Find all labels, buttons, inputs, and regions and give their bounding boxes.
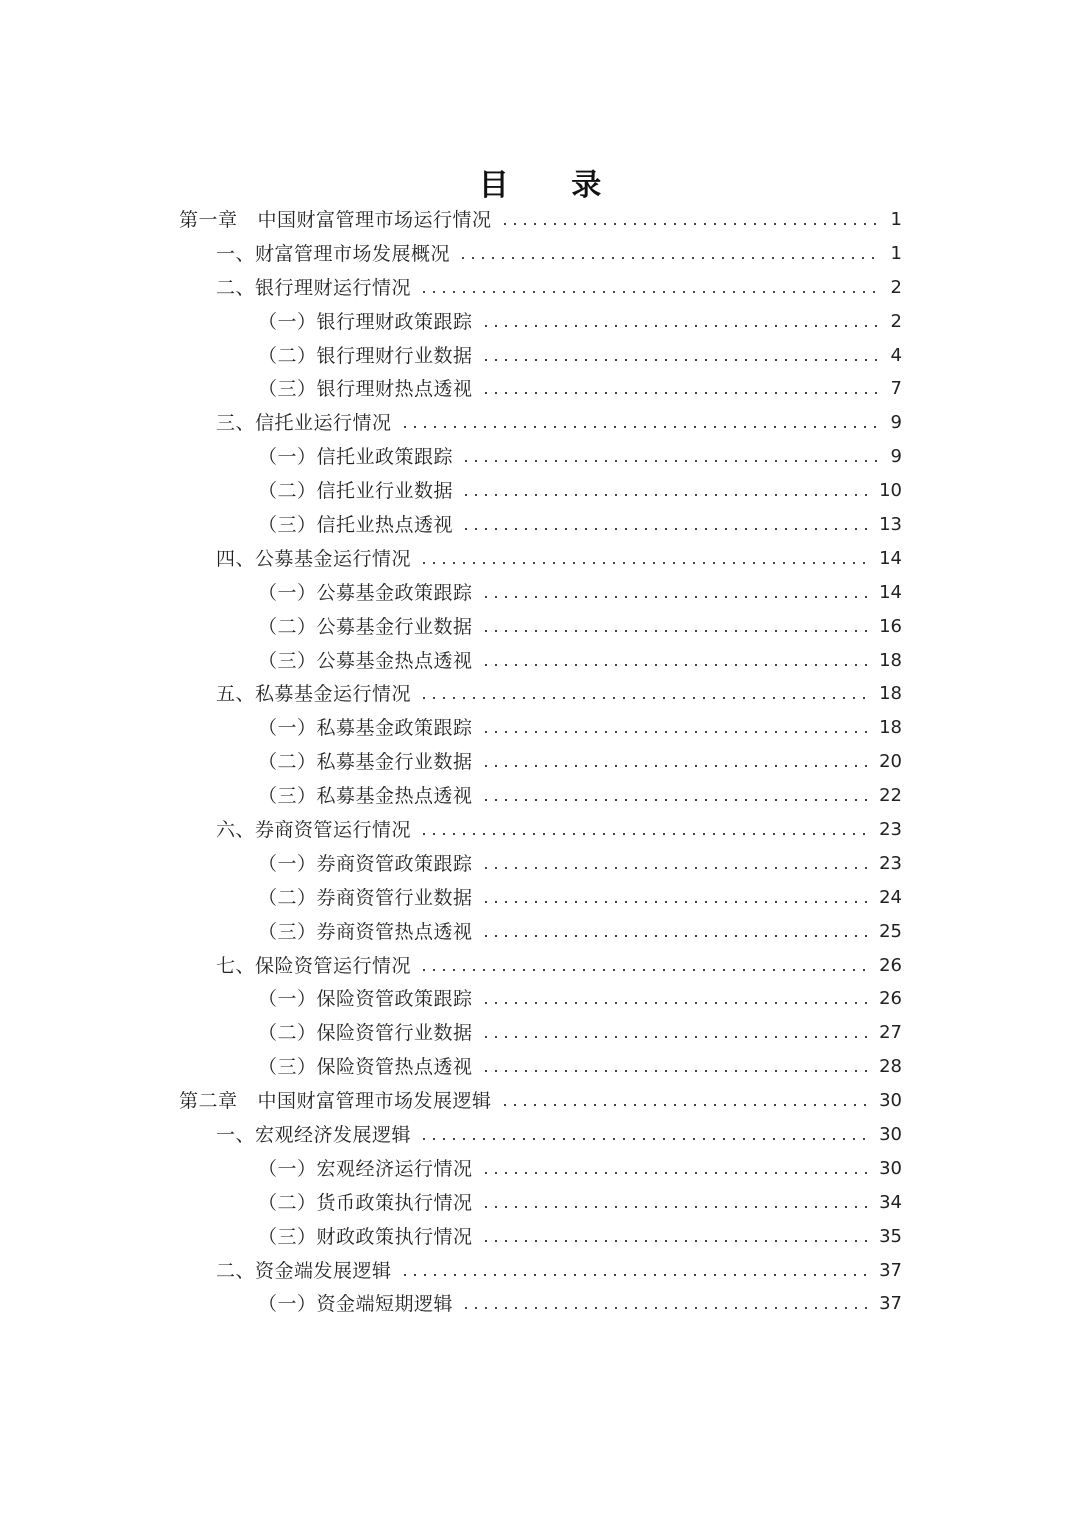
toc-subsection-entry[interactable] [0,711,1080,745]
toc-subsection-entry[interactable] [0,1186,1080,1220]
toc-entry-number: 一、 [216,1123,256,1146]
toc-entry-number: 一、 [216,242,256,265]
dot-leader [461,1307,869,1309]
page-title: 目 录 [478,168,628,204]
toc-entry-number: （二） [258,480,317,503]
toc-page-number: 24 [879,886,902,908]
dot-leader [481,901,870,903]
toc-page-number: 30 [879,1157,902,1179]
toc-page-number: 10 [879,480,902,502]
dot-leader [458,257,878,259]
toc-entry-text [258,1291,453,1317]
toc-entry-text [216,241,450,267]
toc-entry-number: （二） [258,615,317,638]
toc-section-entry[interactable] [0,271,1080,305]
toc-page-number: 28 [879,1056,902,1078]
toc-entry-text [258,580,473,606]
toc-entry-text [258,851,473,877]
toc-entry-text [258,749,473,775]
toc-entry-text [179,207,492,233]
toc-entry-number: （三） [258,1056,317,1079]
toc-entry-title: 私募基金运行情况 [255,683,412,706]
toc-entry-text [258,919,473,945]
toc-entry-number: （一） [258,310,317,333]
toc-entry-number: （二） [258,1191,317,1214]
dot-leader [481,1036,870,1038]
dot-leader [481,359,878,361]
toc-entry-text [258,343,473,369]
toc-entry-text [258,885,473,911]
toc-entry-title: 财政政策执行情况 [316,1225,473,1248]
toc-entry-number: （二） [258,751,317,774]
toc-entry-text [258,478,453,504]
toc-entry-text [179,1088,492,1114]
toc-entry-number: 三、 [216,412,256,435]
toc-entry-number: 七、 [216,954,256,977]
toc-section-entry[interactable] [0,1254,1080,1288]
toc-entry-title: 保险资管热点透视 [316,1056,473,1079]
toc-subsection-entry[interactable] [0,1016,1080,1050]
toc-section-entry[interactable] [0,677,1080,711]
toc-subsection-entry[interactable] [0,1220,1080,1254]
dot-leader [461,528,869,530]
toc-section-entry[interactable] [0,237,1080,271]
dot-leader [481,1240,870,1242]
toc-page-number: 26 [879,988,902,1010]
toc-subsection-entry[interactable] [0,915,1080,949]
toc-page-number: 9 [890,446,902,468]
toc-entry-text [216,1258,392,1284]
toc-entry-text [258,512,453,538]
toc-page-number: 23 [879,852,902,874]
toc-entry-title: 公募基金运行情况 [255,547,412,570]
toc-page-number: 23 [879,818,902,840]
toc-subsection-entry[interactable] [0,339,1080,373]
toc-entry-text [258,783,473,809]
toc-entry-number: （二） [258,886,317,909]
dot-leader [481,765,870,767]
toc-entry-title: 资金端短期逻辑 [316,1293,454,1316]
dot-leader [419,833,869,835]
dot-leader [481,392,878,394]
toc-page-number: 2 [890,310,902,332]
toc-entry-number: 二、 [216,1259,256,1282]
toc-page-number: 34 [879,1191,902,1213]
toc-entry-number: （三） [258,513,317,536]
dot-leader [400,1274,870,1276]
toc-entry-number: 六、 [216,818,256,841]
dot-leader [481,664,870,666]
toc-page-number: 13 [879,513,902,535]
toc-entry-title: 私募基金行业数据 [316,751,473,774]
toc-page-number: 4 [890,344,902,366]
toc-section-entry[interactable] [0,1118,1080,1152]
toc-subsection-entry[interactable] [0,305,1080,339]
toc-entry-title: 资金端发展逻辑 [255,1259,392,1282]
toc-entry-text [258,1224,473,1250]
toc-entry-number: （二） [258,344,317,367]
toc-entry-number: （一） [258,1293,317,1316]
toc-section-entry[interactable] [0,406,1080,440]
toc-section-entry[interactable] [0,542,1080,576]
toc-page-number: 16 [879,615,902,637]
toc-entry-title: 保险资管政策跟踪 [316,988,473,1011]
toc-entry-number: （三） [258,785,317,808]
dot-leader [419,291,878,293]
toc-subsection-entry[interactable] [0,745,1080,779]
toc-page-number: 30 [879,1090,902,1112]
toc-page-number: 20 [879,751,902,773]
toc-entry-title: 私募基金热点透视 [316,785,473,808]
toc-subsection-entry[interactable] [0,1288,1080,1322]
toc-page-number: 37 [879,1259,902,1281]
toc-entry-title: 宏观经济发展逻辑 [255,1123,412,1146]
toc-entry-number: （一） [258,581,317,604]
toc-entry-text [216,817,411,843]
toc-entry-number: （一） [258,988,317,1011]
toc-subsection-entry[interactable] [0,372,1080,406]
dot-leader [419,697,869,699]
toc-page-number: 9 [890,412,902,434]
toc-page-number: 22 [879,785,902,807]
toc-entry-text [258,309,473,335]
toc-page-number: 1 [890,208,902,230]
toc-page-number: 26 [879,954,902,976]
toc-entry-title: 银行理财行业数据 [316,344,473,367]
toc-entry-title: 货币政策执行情况 [316,1191,473,1214]
toc-entry-number: （三） [258,920,317,943]
dot-leader [419,1138,869,1140]
dot-leader [481,867,870,869]
toc-page-number: 14 [879,581,902,603]
toc-entry-title: 券商资管运行情况 [255,818,412,841]
toc-entry-number: （一） [258,717,317,740]
toc-entry-title: 公募基金政策跟踪 [316,581,473,604]
toc-entry-text [258,648,473,674]
toc-entry-text [258,715,473,741]
toc-entry-text [258,1054,473,1080]
dot-leader [500,223,878,225]
dot-leader [481,1070,870,1072]
toc-entry-title: 保险资管行业数据 [316,1022,473,1045]
dot-leader [461,460,878,462]
toc-entry-number: 四、 [216,547,256,570]
toc-entry-text [258,1020,473,1046]
toc-page-number: 18 [879,717,902,739]
toc-entry-number: （一） [258,1157,317,1180]
toc-entry-number: （一） [258,446,317,469]
toc-entry-text [216,275,411,301]
toc-entry-text [258,444,453,470]
toc-entry-number: 第一章 [179,208,238,231]
dot-leader [461,494,869,496]
toc-entry-title: 银行理财热点透视 [316,378,473,401]
dot-leader [419,969,869,971]
toc-entry-number: （三） [258,649,317,672]
toc-subsection-entry[interactable] [0,982,1080,1016]
toc-chapter-entry[interactable] [0,1084,1080,1118]
toc-page-number: 25 [879,920,902,942]
toc-subsection-entry[interactable] [0,474,1080,508]
toc-entry-number: （一） [258,852,317,875]
dot-leader [500,1104,870,1106]
toc-entry-title: 信托业行业数据 [316,480,454,503]
table-of-contents [0,203,1080,1321]
toc-subsection-entry[interactable] [0,847,1080,881]
toc-entry-text [258,986,473,1012]
toc-entry-number: 第二章 [179,1090,238,1113]
toc-page-number: 2 [890,276,902,298]
dot-leader [481,325,878,327]
toc-entry-text [258,614,473,640]
toc-entry-number: 五、 [216,683,256,706]
toc-entry-title: 券商资管行业数据 [316,886,473,909]
dot-leader [481,1206,870,1208]
toc-subsection-entry[interactable] [0,610,1080,644]
toc-entry-title: 银行理财运行情况 [255,276,412,299]
toc-section-entry[interactable] [0,813,1080,847]
toc-entry-title: 公募基金热点透视 [316,649,473,672]
dot-leader [419,562,869,564]
toc-entry-title: 券商资管政策跟踪 [316,852,473,875]
toc-entry-title: 中国财富管理市场运行情况 [257,208,492,231]
toc-entry-text [216,681,411,707]
toc-entry-text [216,410,392,436]
toc-entry-text [258,1190,473,1216]
toc-page-number: 37 [879,1293,902,1315]
dot-leader [400,426,878,428]
toc-entry-number: （二） [258,1022,317,1045]
toc-page-number: 18 [879,649,902,671]
toc-entry-title: 信托业运行情况 [255,412,392,435]
dot-leader [481,799,870,801]
dot-leader [481,1172,870,1174]
toc-page-number: 35 [879,1225,902,1247]
toc-entry-title: 中国财富管理市场发展逻辑 [257,1090,492,1113]
toc-page-number: 18 [879,683,902,705]
toc-entry-text [258,376,473,402]
toc-subsection-entry[interactable] [0,576,1080,610]
toc-entry-title: 券商资管热点透视 [316,920,473,943]
toc-entry-title: 公募基金行业数据 [316,615,473,638]
toc-entry-title: 私募基金政策跟踪 [316,717,473,740]
toc-entry-title: 财富管理市场发展概况 [255,242,451,265]
toc-page-number: 27 [879,1022,902,1044]
toc-subsection-entry[interactable] [0,1050,1080,1084]
toc-entry-title: 信托业政策跟踪 [316,446,454,469]
dot-leader [481,731,870,733]
toc-page-number: 30 [879,1123,902,1145]
toc-subsection-entry[interactable] [0,508,1080,542]
toc-chapter-entry[interactable] [0,203,1080,237]
toc-entry-text [216,546,411,572]
toc-subsection-entry[interactable] [0,881,1080,915]
dot-leader [481,596,870,598]
toc-entry-number: 二、 [216,276,256,299]
toc-entry-title: 保险资管运行情况 [255,954,412,977]
toc-entry-title: 银行理财政策跟踪 [316,310,473,333]
toc-page-number: 7 [890,378,902,400]
toc-entry-text [216,953,411,979]
toc-entry-text [258,1156,473,1182]
dot-leader [481,935,870,937]
toc-subsection-entry[interactable] [0,644,1080,678]
toc-page-number: 1 [890,242,902,264]
dot-leader [481,630,870,632]
toc-entry-title: 信托业热点透视 [316,513,454,536]
toc-entry-title: 宏观经济运行情况 [316,1157,473,1180]
toc-entry-text [216,1122,411,1148]
toc-subsection-entry[interactable] [0,440,1080,474]
dot-leader [481,1002,870,1004]
toc-subsection-entry[interactable] [0,779,1080,813]
toc-entry-number: （三） [258,378,317,401]
toc-page-number: 14 [879,547,902,569]
toc-section-entry[interactable] [0,949,1080,983]
toc-entry-number: （三） [258,1225,317,1248]
toc-subsection-entry[interactable] [0,1152,1080,1186]
